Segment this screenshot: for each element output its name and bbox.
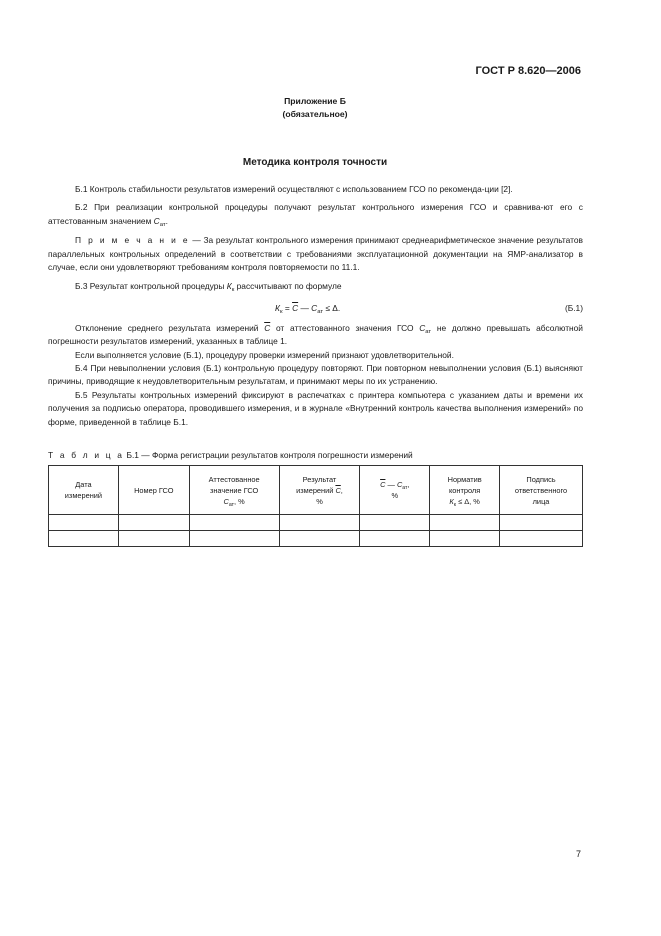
header-certified-value: Аттестованное значение ГСО $С_{ат}$, % bbox=[189, 466, 279, 515]
table-cell bbox=[118, 531, 189, 547]
header-control-norm: Норматив контроля $К_к \le \Delta$, % bbox=[430, 466, 500, 515]
section-title: Методика контроля точности bbox=[242, 157, 388, 168]
header-measurement-result: Результат измерений С, % bbox=[279, 466, 360, 515]
table-cell bbox=[49, 531, 119, 547]
paragraph-b5: Б.5 Результаты контрольных измерений фиксируют в распечатках с принтера компьютера с указанием даты и времени их получения за подписью оператора, проводившего измерения, и в журнале «Внутренний контроль качества выполнения измерений» по форме, приведенной в таблице Б.1. bbox=[48, 389, 583, 427]
table-cell bbox=[360, 515, 430, 531]
table-cell bbox=[500, 515, 583, 531]
document-code: ГОСТ Р 8.620—2006 bbox=[475, 65, 581, 77]
paragraph-b4: Б.4 При невыполнении условия (Б.1) контрольную процедуру повторяют. При повторном невыполнении условия (Б.1) выясняют причины, приводящие к неудовлетворительным результатам, и принимают меры по их устранению. bbox=[48, 363, 583, 387]
table-cell bbox=[279, 531, 360, 547]
paragraph-b1: Б.1 Контроль стабильности результатов измерений осуществляют с использованием ГСО по рекоменда-ции [2]. bbox=[75, 184, 513, 194]
table-cell bbox=[189, 531, 279, 547]
table-row bbox=[49, 531, 583, 547]
paragraph-b2: Б.2 При реализации контрольной процедуры получают результат контрольного измерения ГСО и сравнива-ют его с аттестованным значением $С_{ат}$. bbox=[48, 202, 583, 228]
paragraph-deviation: Отклонение среднего результата измерений С от аттестованного значения ГСО $С_{ат}$ не должно превышать абсолютной погрешности результатов измерений, указанных в таблице 1. bbox=[48, 322, 583, 347]
body-text bbox=[48, 183, 583, 429]
formula-b1 bbox=[48, 298, 583, 322]
table-cell bbox=[360, 531, 430, 547]
table-row bbox=[49, 515, 583, 531]
header-date: Дата измерений bbox=[49, 466, 119, 515]
table-cell bbox=[500, 531, 583, 547]
table-header-row bbox=[49, 466, 583, 515]
note-paragraph: П р и м е ч а н и е — За результат контрольного измерения принимают среднеарифметическое значение результатов параллельных контрольных определений в соответствии с требованиями эксплуатационной документации на ЯМР-анализатор в случае, если они удовлетворяют требованиям контроля повторяемости по 11.1. bbox=[48, 235, 583, 273]
table-cell bbox=[49, 515, 119, 531]
appendix-label: Приложение Б bbox=[284, 96, 346, 106]
page-number: 7 bbox=[575, 849, 581, 859]
paragraph-b3: Б.3 Результат контрольной процедуры $К_к$ рассчитывают по формуле bbox=[75, 281, 342, 294]
appendix-status: (обязательное) bbox=[282, 109, 348, 119]
paragraph-condition: Если выполняется условие (Б.1), процедуру проверки измерений признают удовлетворительной. bbox=[75, 349, 454, 360]
table-cell bbox=[430, 515, 500, 531]
table-cell bbox=[118, 515, 189, 531]
table-cell bbox=[279, 515, 360, 531]
header-gso-number: Номер ГСО bbox=[118, 466, 189, 515]
formula-number: (Б.1) bbox=[564, 302, 583, 313]
appendix-heading bbox=[0, 95, 630, 121]
registration-table bbox=[48, 465, 583, 547]
note-label: П р и м е ч а н и е bbox=[75, 235, 190, 246]
header-signature: Подпись ответственного лица bbox=[500, 466, 583, 515]
table-caption: Т а б л и ц а Б.1 — Форма регистрации результатов контроля погрешности измерений bbox=[48, 450, 413, 460]
table-cell bbox=[430, 531, 500, 547]
table-cell bbox=[189, 515, 279, 531]
formula-expression: $К_к = С$ — $С_{ат} \le \Delta$. bbox=[275, 302, 341, 315]
header-deviation: С — $С_{ат}$, % bbox=[360, 466, 430, 515]
